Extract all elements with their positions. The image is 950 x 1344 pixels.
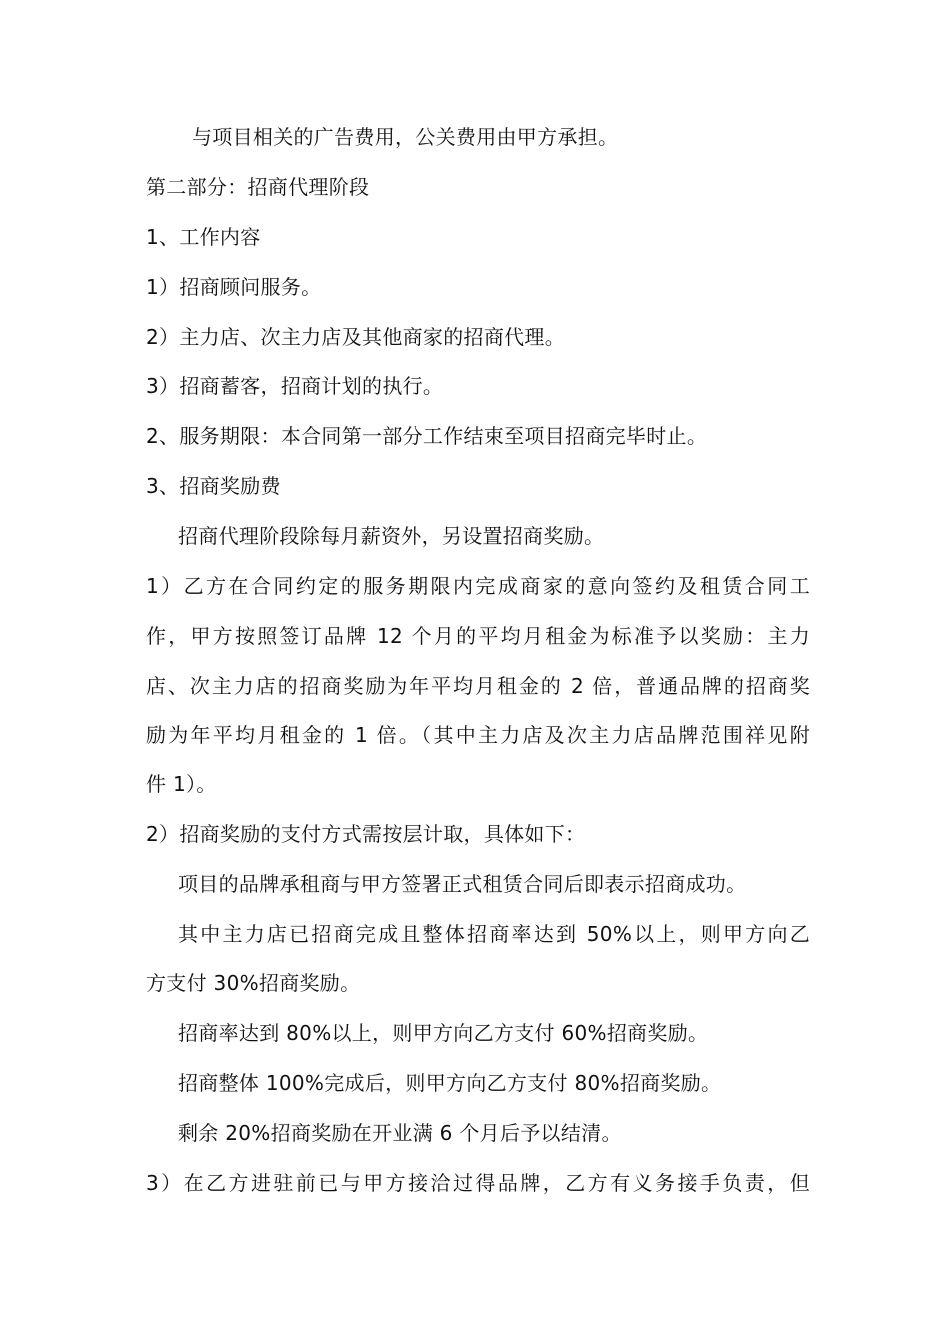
- section-heading: 第二部分：招商代理阶段: [146, 175, 370, 199]
- list-item: 2）招商奖励的支付方式需按层计取，具体如下：: [146, 822, 586, 846]
- paragraph-line: 励为年平均月租金的 1 倍。（其中主力店及次主力店品牌范围祥见附: [146, 723, 810, 747]
- subsection-heading: 1、工作内容: [146, 225, 261, 249]
- list-item: 3）招商蓄客，招商计划的执行。: [146, 374, 444, 398]
- paragraph-line: 招商整体 100%完成后，则甲方向乙方支付 80%招商奖励。: [178, 1071, 722, 1095]
- paragraph-line: 店、次主力店的招商奖励为年平均月租金的 2 倍，普通品牌的招商奖: [146, 674, 810, 698]
- list-item: 3）在乙方进驻前已与甲方接洽过得品牌，乙方有义务接手负责，但: [146, 1171, 810, 1195]
- paragraph-line: 剩余 20%招商奖励在开业满 6 个月后予以结清。: [178, 1121, 622, 1145]
- paragraph-line: 件 1）。: [146, 772, 217, 796]
- paragraph-line: 方支付 30%招商奖励。: [146, 971, 361, 995]
- paragraph-line: 招商率达到 80%以上，则甲方向乙方支付 60%招商奖励。: [178, 1021, 709, 1045]
- subsection-heading: 3、招商奖励费: [146, 474, 281, 498]
- paragraph-line: 项目的品牌承租商与甲方签署正式租赁合同后即表示招商成功。: [178, 872, 747, 896]
- paragraph-line: 与项目相关的广告费用，公关费用由甲方承担。: [192, 125, 619, 149]
- list-item: 2）主力店、次主力店及其他商家的招商代理。: [146, 325, 566, 349]
- subsection-heading: 2、服务期限：本合同第一部分工作结束至项目招商完毕时止。: [146, 424, 708, 448]
- paragraph-line: 招商代理阶段除每月薪资外，另设置招商奖励。: [178, 524, 605, 548]
- list-item: 1）招商顾问服务。: [146, 275, 322, 299]
- paragraph-line: 作，甲方按照签订品牌 12 个月的平均月租金为标准予以奖励：主力: [146, 624, 810, 648]
- paragraph-line: 1）乙方在合同约定的服务期限内完成商家的意向签约及租赁合同工: [146, 574, 810, 598]
- paragraph-line: 其中主力店已招商完成且整体招商率达到 50%以上，则甲方向乙: [178, 922, 810, 946]
